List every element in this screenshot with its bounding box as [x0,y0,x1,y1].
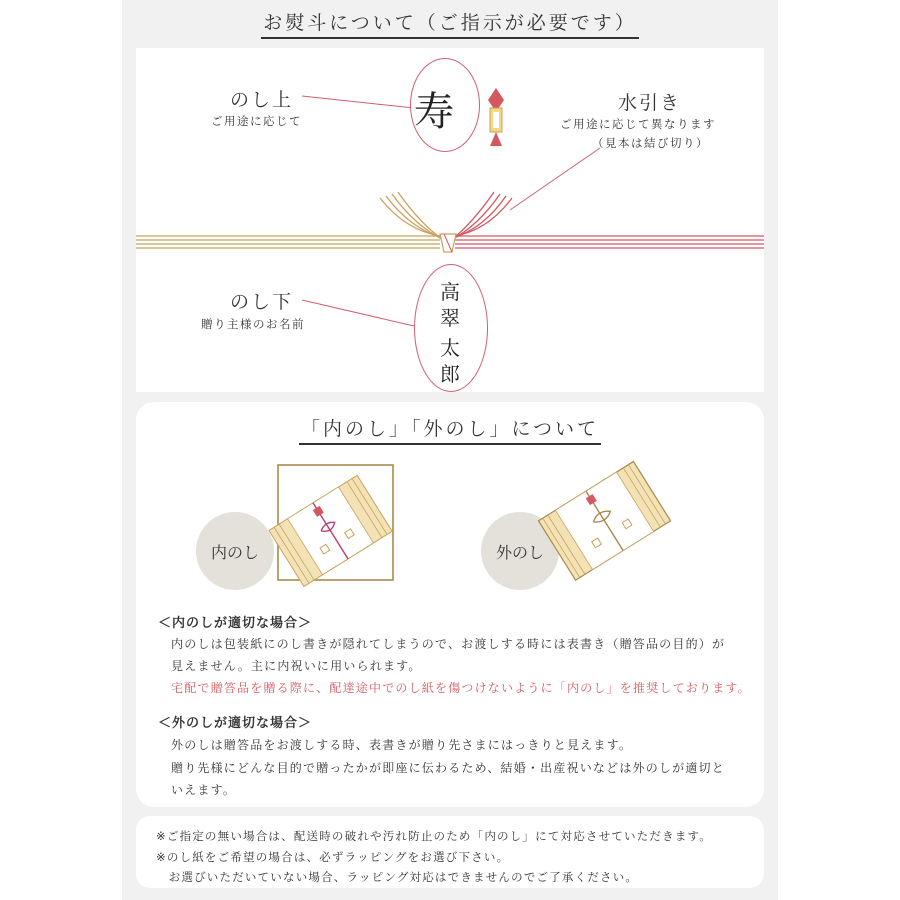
name-char: 太 [440,336,460,360]
uchi-noshi-illustration [269,465,393,586]
upper-label: のし上 [230,89,294,111]
name-char: 郎 [440,362,460,386]
kotobuki-char: 寿 [414,89,454,135]
mizuhiki-label: 水引き [618,92,682,114]
soto-heading: ＜外のしが適切な場合＞ [158,716,313,731]
soto-line: 贈り先様にどんな目的で贈ったかが即座に伝わるため、結婚・出産祝いなどは外のしが適切と [171,761,725,775]
lower-sub: 贈り主様のお名前 [201,317,305,331]
soto-noshi-illustration [538,461,670,580]
soto-label: 外のし [495,542,544,562]
uchi-recommend: 宅配で贈答品を贈る際に、配達途中でのし紙を傷つけないように「内のし」を推奨しております。 [171,681,751,695]
uchi-line: 内のしは包装紙にのし書きが隠れてしまうので、お渡しする時には表書き（贈答品の目的）が [171,637,726,651]
section-title-text: 「内のし」「外のし」について [299,418,601,445]
mizuhiki-sub1: ご用途に応じて異なります [560,117,716,131]
uchi-heading: ＜内のしが適切な場合＞ [158,616,313,631]
note-line: お選びいただいていない場合、ラッピング対応はできませんのでご了承ください。 [156,870,639,884]
name-char: 高 [440,280,460,304]
uchi-label: 内のし [210,542,259,562]
name-char: 翠 [440,306,460,330]
note-line: ※ご指定の無い場合は、配送時の破れや汚れ防止のため「内のし」にて対応させていただきます。 [156,829,713,843]
lower-label: のし下 [230,291,294,313]
note-line: ※のし紙をご希望の場合は、必ずラッピングをお選び下さい。 [156,850,510,864]
page-title-text: お熨斗について（ご指示が必要です） [261,12,639,39]
uchi-line: 見えません。主に内祝いに用いられます。 [171,659,422,673]
soto-line: いえます。 [171,783,237,797]
mizuhiki-sub2: （見本は結び切り） [592,136,709,150]
upper-sub: ご用途に応じて [211,114,302,128]
soto-line: 外のしは贈答品をお渡しする時、表書きが贈り先さまにはっきりと見えます。 [171,738,633,752]
